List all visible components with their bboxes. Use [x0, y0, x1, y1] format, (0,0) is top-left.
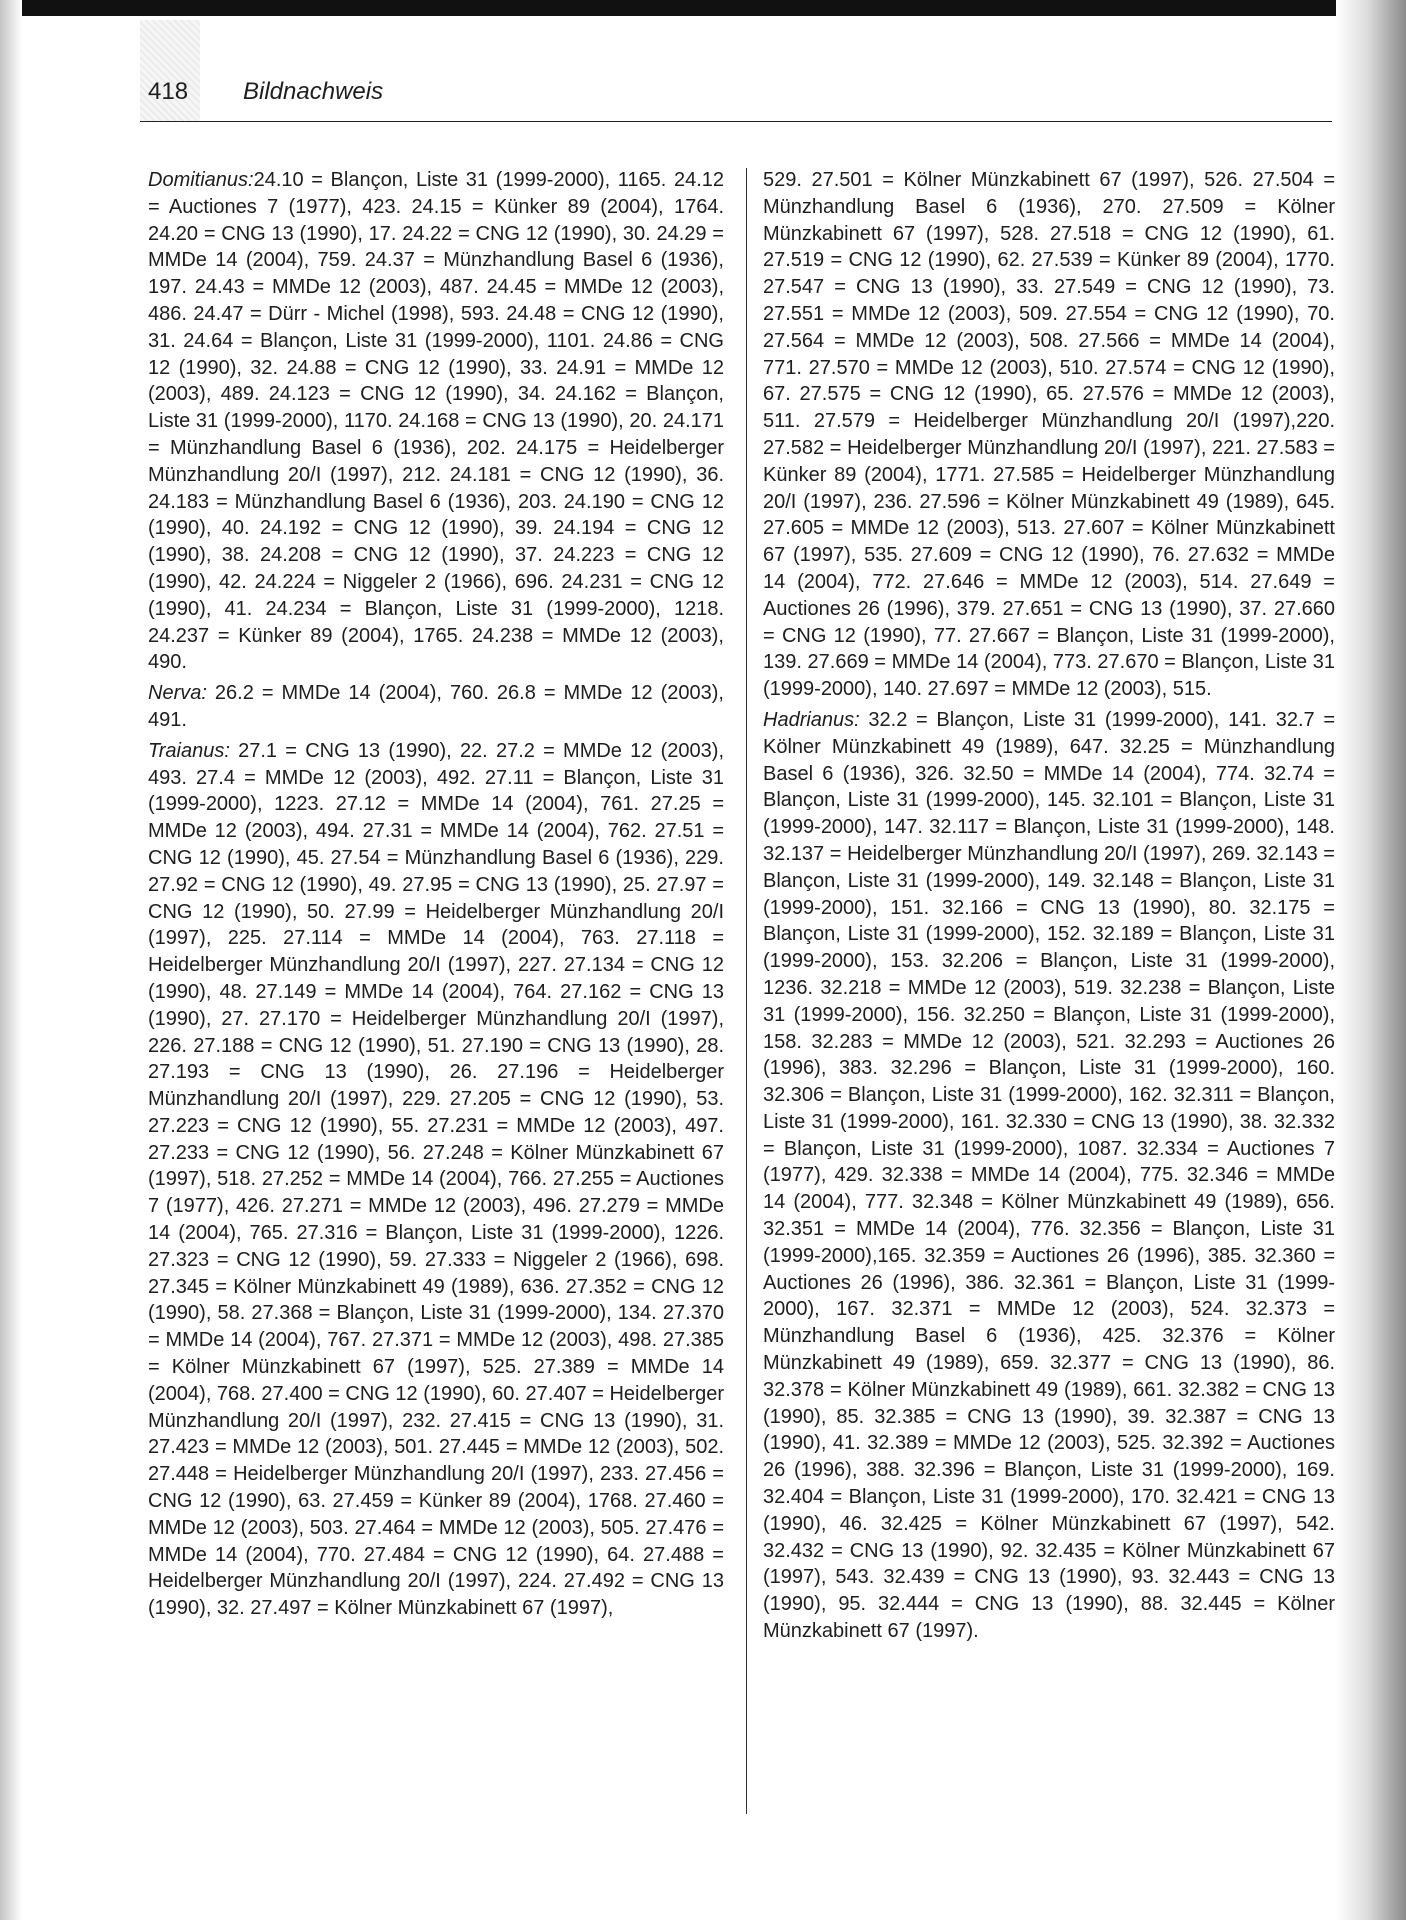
- right-column: [763, 167, 1335, 1649]
- ruler-name: Hadrianus:: [763, 708, 860, 731]
- header-rule: [140, 121, 1332, 122]
- running-title: Bildnachweis: [243, 78, 384, 105]
- column-separator: [746, 168, 747, 1814]
- ruler-name: Nerva:: [148, 682, 207, 705]
- entry-text: 24.10 = Blançon, Liste 31 (1999-2000), 1165. 24.12 = Auctiones 7 (1977), 423. 24.15 = Künker 89 (2004), 1764. 24.20 = CNG 13 (1990), 17. 24.22 = CNG 12 (1990), 30. 24.29 = MMDe 14 (2004), 759. 24.37 = Münzhandlung Basel 6 (1936), 197. 24.43 = MMDe 12 (2003), 487. 24.45 = MMDe 12 (2003), 486. 24.47 = Dürr - Michel (1998), 593. 24.48 = CNG 12 (1990), 31. 24.64 = Blançon, Liste 31 (1999-2000), 1101. 24.86 = CNG 12 (1990), 32. 24.88 = CNG 12 (1990), 33. 24.91 = MMDe 12 (2003), 489. 24.123 = CNG 12 (1990), 34. 24.162 = Blançon, Liste 31 (1999-2000), 1170. 24.168 = CNG 13 (1990), 20. 24.171 = Münzhandlung Basel 6 (1936), 202. 24.175 = Heidelberger Münzhandlung 20/I (1997), 212. 24.181 = CNG 12 (1990), 36. 24.183 = Münzhandlung Basel 6 (1936), 203. 24.190 = CNG 12 (1990), 40. 24.192 = CNG 12 (1990), 39. 24.194 = CNG 12 (1990), 38. 24.208 = CNG 12 (1990), 37. 24.223 = CNG 12 (1990), 42. 24.224 = Niggeler 2 (1966), 696. 24.231 = CNG 12 (1990), 41. 24.234 = Blançon, Liste 31 (1999-2000), 1218. 24.237 = Künker 89 (2004), 1765. 24.238 = MMDe 12 (2003), 490.: [148, 169, 724, 674]
- page-number-tab: [140, 20, 200, 122]
- entry-text: 26.2 = MMDe 14 (2004), 760. 26.8 = MMDe 12 (2003), 491.: [148, 682, 724, 731]
- ruler-name: Domitianus:: [148, 169, 254, 191]
- entry-nerva: [148, 680, 724, 734]
- entry-hadrianus: [763, 707, 1335, 1645]
- ruler-name: Traianus:: [148, 739, 230, 762]
- entry-traianus: [148, 738, 724, 1622]
- page-number: 418: [148, 78, 189, 105]
- entry-traianus-continued: [763, 167, 1335, 703]
- entry-text: 32.2 = Blançon, Liste 31 (1999-2000), 141. 32.7 = Kölner Münzkabinett 49 (1989), 647. 32.25 = Münzhandlung Basel 6 (1936), 326. 32.50 = MMDe 14 (2004), 774. 32.74 = Blançon, Liste 31 (1999-2000), 145. 32.101 = Blançon, Liste 31 (1999-2000), 147. 32.117 = Blançon, Liste 31 (1999-2000), 148. 32.137 = Heidelberger Münzhandlung 20/I (1997), 269. 32.143 = Blançon, Liste 31 (1999-2000), 149. 32.148 = Blançon, Liste 31 (1999-2000), 151. 32.166 = CNG 13 (1990), 80. 32.175 = Blançon, Liste 31 (1999-2000), 152. 32.189 = Blançon, Liste 31 (1999-2000), 153. 32.206 = Blançon, Liste 31 (1999-2000), 1236. 32.218 = MMDe 12 (2003), 519. 32.238 = Blançon, Liste 31 (1999-2000), 156. 32.250 = Blançon, Liste 31 (1999-2000), 158. 32.283 = MMDe 12 (2003), 521. 32.293 = Auctiones 26 (1996), 383. 32.296 = Blançon, Liste 31 (1999-2000), 160. 32.306 = Blançon, Liste 31 (1999-2000), 162. 32.311 = Blançon, Liste 31 (1999-2000), 161. 32.330 = CNG 13 (1990), 38. 32.332 = Blançon, Liste 31 (1999-2000), 1087. 32.334 = Auctiones 7 (1977), 429. 32.338 = MMDe 14 (2004), 775. 32.346 = MMDe 14 (2004), 777. 32.348 = Kölner Münzkabinett 49 (1989), 656. 32.351 = MMDe 14 (2004), 776. 32.356 = Blançon, Liste 31 (1999-2000),165. 32.359 = Auctiones 26 (1996), 385. 32.360 = Auctiones 26 (1996), 386. 32.361 = Blançon, Liste 31 (1999-2000), 167. 32.371 = MMDe 12 (2003), 524. 32.373 = Münzhandlung Basel 6 (1936), 425. 32.376 = Kölner Münzkabinett 49 (1989), 659. 32.377 = CNG 13 (1990), 86. 32.378 = Kölner Münzkabinett 49 (1989), 661. 32.382 = CNG 13 (1990), 85. 32.385 = CNG 13 (1990), 39. 32.387 = CNG 13 (1990), 41. 32.389 = MMDe 12 (2003), 525. 32.392 = Auctiones 26 (1996), 388. 32.396 = Blançon, Liste 31 (1999-2000), 169. 32.404 = Blançon, Liste 31 (1999-2000), 170. 32.421 = CNG 13 (1990), 46. 32.425 = Kölner Münzkabinett 67 (1997), 542. 32.432 = CNG 13 (1990), 92. 32.435 = Kölner Münzkabinett 67 (1997), 543. 32.439 = CNG 13 (1990), 93. 32.443 = CNG 13 (1990), 95. 32.444 = CNG 13 (1990), 88. 32.445 = Kölner Münzkabinett 67 (1997).: [763, 708, 1335, 1643]
- entry-domitianus: [148, 167, 724, 676]
- left-column: [148, 167, 724, 1626]
- entry-text: 27.1 = CNG 13 (1990), 22. 27.2 = MMDe 12 (2003), 493. 27.4 = MMDe 12 (2003), 492. 27.11 = Blançon, Liste 31 (1999-2000), 1223. 27.12 = MMDe 14 (2004), 761. 27.25 = MMDe 12 (2003), 494. 27.31 = MMDe 14 (2004), 762. 27.51 = CNG 12 (1990), 45. 27.54 = Münzhandlung Basel 6 (1936), 229. 27.92 = CNG 12 (1990), 49. 27.95 = CNG 13 (1990), 25. 27.97 = CNG 12 (1990), 50. 27.99 = Heidelberger Münzhandlung 20/I (1997), 225. 27.114 = MMDe 14 (2004), 763. 27.118 = Heidelberger Münzhandlung 20/I (1997), 227. 27.134 = CNG 12 (1990), 48. 27.149 = MMDe 14 (2004), 764. 27.162 = CNG 13 (1990), 27. 27.170 = Heidelberger Münzhandlung 20/I (1997), 226. 27.188 = CNG 12 (1990), 51. 27.190 = CNG 13 (1990), 28. 27.193 = CNG 13 (1990), 26. 27.196 = Heidelberger Münzhandlung 20/I (1997), 229. 27.205 = CNG 12 (1990), 53. 27.223 = CNG 12 (1990), 55. 27.231 = MMDe 12 (2003), 497. 27.233 = CNG 12 (1990), 56. 27.248 = Kölner Münzkabinett 67 (1997), 518. 27.252 = MMDe 14 (2004), 766. 27.255 = Auctiones 7 (1977), 426. 27.271 = MMDe 12 (2003), 496. 27.279 = MMDe 14 (2004), 765. 27.316 = Blançon, Liste 31 (1999-2000), 1226. 27.323 = CNG 12 (1990), 59. 27.333 = Niggeler 2 (1966), 698. 27.345 = Kölner Münzkabinett 49 (1989), 636. 27.352 = CNG 12 (1990), 58. 27.368 = Blançon, Liste 31 (1999-2000), 134. 27.370 = MMDe 14 (2004), 767. 27.371 = MMDe 12 (2003), 498. 27.385 = Kölner Münzkabinett 67 (1997), 525. 27.389 = MMDe 14 (2004), 768. 27.400 = CNG 12 (1990), 60. 27.407 = Heidelberger Münzhandlung 20/I (1997), 232. 27.415 = CNG 13 (1990), 31. 27.423 = MMDe 12 (2003), 501. 27.445 = MMDe 12 (2003), 502. 27.448 = Heidelberger Münzhandlung 20/I (1997), 233. 27.456 = CNG 12 (1990), 63. 27.459 = Künker 89 (2004), 1768. 27.460 = MMDe 12 (2003), 503. 27.464 = MMDe 12 (2003), 505. 27.476 = MMDe 14 (2004), 770. 27.484 = CNG 12 (1990), 64. 27.488 = Heidelberger Münzhandlung 20/I (1997), 224. 27.492 = CNG 13 (1990), 32. 27.497 = Kölner Münzkabinett 67 (1997),: [148, 739, 724, 1620]
- entry-text: 529. 27.501 = Kölner Münzkabinett 67 (1997), 526. 27.504 = Münzhandlung Basel 6 (1936), 270. 27.509 = Kölner Münzkabinett 67 (1997), 528. 27.518 = CNG 12 (1990), 61. 27.519 = CNG 12 (1990), 62. 27.539 = Künker 89 (2004), 1770. 27.547 = CNG 13 (1990), 33. 27.549 = CNG 12 (1990), 73. 27.551 = MMDe 12 (2003), 509. 27.554 = CNG 12 (1990), 70. 27.564 = MMDe 12 (2003), 508. 27.566 = MMDe 14 (2004), 771. 27.570 = MMDe 12 (2003), 510. 27.574 = CNG 12 (1990), 67. 27.575 = CNG 12 (1990), 65. 27.576 = MMDe 12 (2003), 511. 27.579 = Heidelberger Münzhandlung 20/I (1997),220. 27.582 = Heidelberger Münzhandlung 20/I (1997), 221. 27.583 = Künker 89 (2004), 1771. 27.585 = Heidelberger Münzhandlung 20/I (1997), 236. 27.596 = Kölner Münzkabinett 49 (1989), 645. 27.605 = MMDe 12 (2003), 513. 27.607 = Kölner Münzkabinett 67 (1997), 535. 27.609 = CNG 12 (1990), 76. 27.632 = MMDe 14 (2004), 772. 27.646 = MMDe 12 (2003), 514. 27.649 = Auctiones 26 (1996), 379. 27.651 = CNG 13 (1990), 37. 27.660 = CNG 12 (1990), 77. 27.667 = Blançon, Liste 31 (1999-2000), 139. 27.669 = MMDe 14 (2004), 773. 27.670 = Blançon, Liste 31 (1999-2000), 140. 27.697 = MMDe 12 (2003), 515.: [763, 169, 1335, 701]
